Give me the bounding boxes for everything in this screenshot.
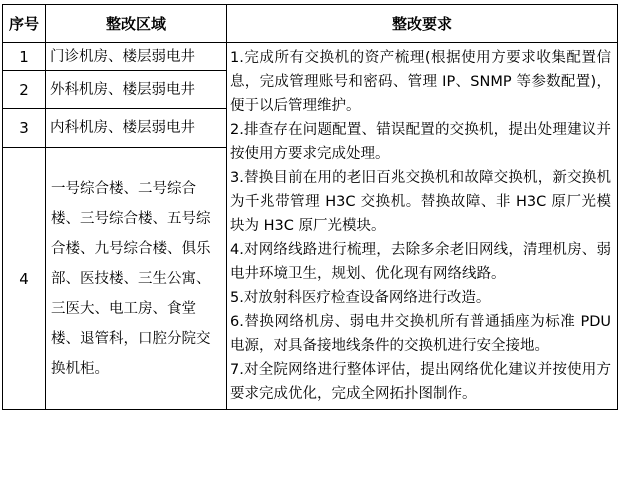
rectification-table — [2, 4, 618, 410]
area-cell: 门诊机房、楼层弱电井 — [46, 43, 227, 71]
requirements-cell — [227, 43, 618, 410]
serial-number-cell: 4 — [3, 148, 46, 410]
serial-number-cell: 3 — [3, 109, 46, 148]
serial-number-cell: 2 — [3, 71, 46, 109]
requirement-item: 5.对放射科医疗检查设备网络进行改造。 — [230, 290, 491, 306]
requirement-item: 7.对全院网络进行整体评估，提出网络优化建议并按使用方要求完成优化，完成全网拓扑图制作。 — [230, 362, 611, 402]
area-cell: 内科机房、楼层弱电井 — [46, 109, 227, 148]
area-cell: 外科机房、楼层弱电井 — [46, 71, 227, 109]
requirement-item: 4.对网络线路进行梳理，去除多余老旧网线，清理机房、弱电井环境卫生，规划、优化现有网络线路。 — [230, 242, 611, 282]
requirement-item: 1.完成所有交换机的资产梳理(根据使用方要求收集配置信息，完成管理账号和密码、管理 IP、SNMP 等参数配置)，便于以后管理维护。 — [230, 50, 611, 114]
table-row — [3, 43, 618, 71]
header-rectification-area: 整改区域 — [46, 5, 227, 43]
area-cell: 一号综合楼、二号综合楼、三号综合楼、五号综合楼、九号综合楼、俱乐部、医技楼、三生公寓、三医大、电工房、食堂楼、退管科，口腔分院交换机柜。 — [46, 148, 227, 410]
requirement-item: 6.替换网络机房、弱电井交换机所有普通插座为标准 PDU 电源，对具备接地线条件的交换机进行安全接地。 — [230, 314, 611, 354]
header-rectification-requirements: 整改要求 — [227, 5, 618, 43]
requirement-item: 2.排查存在问题配置、错误配置的交换机，提出处理建议并按使用方要求完成处理。 — [230, 122, 611, 162]
requirement-item: 3.替换目前在用的老旧百兆交换机和故障交换机，新交换机为千兆带管理 H3C 交换机。替换故障、非 H3C 原厂光模块为 H3C 原厂光模块。 — [230, 170, 611, 234]
header-serial-number: 序号 — [3, 5, 46, 43]
serial-number-cell: 1 — [3, 43, 46, 71]
header-row — [3, 5, 618, 43]
